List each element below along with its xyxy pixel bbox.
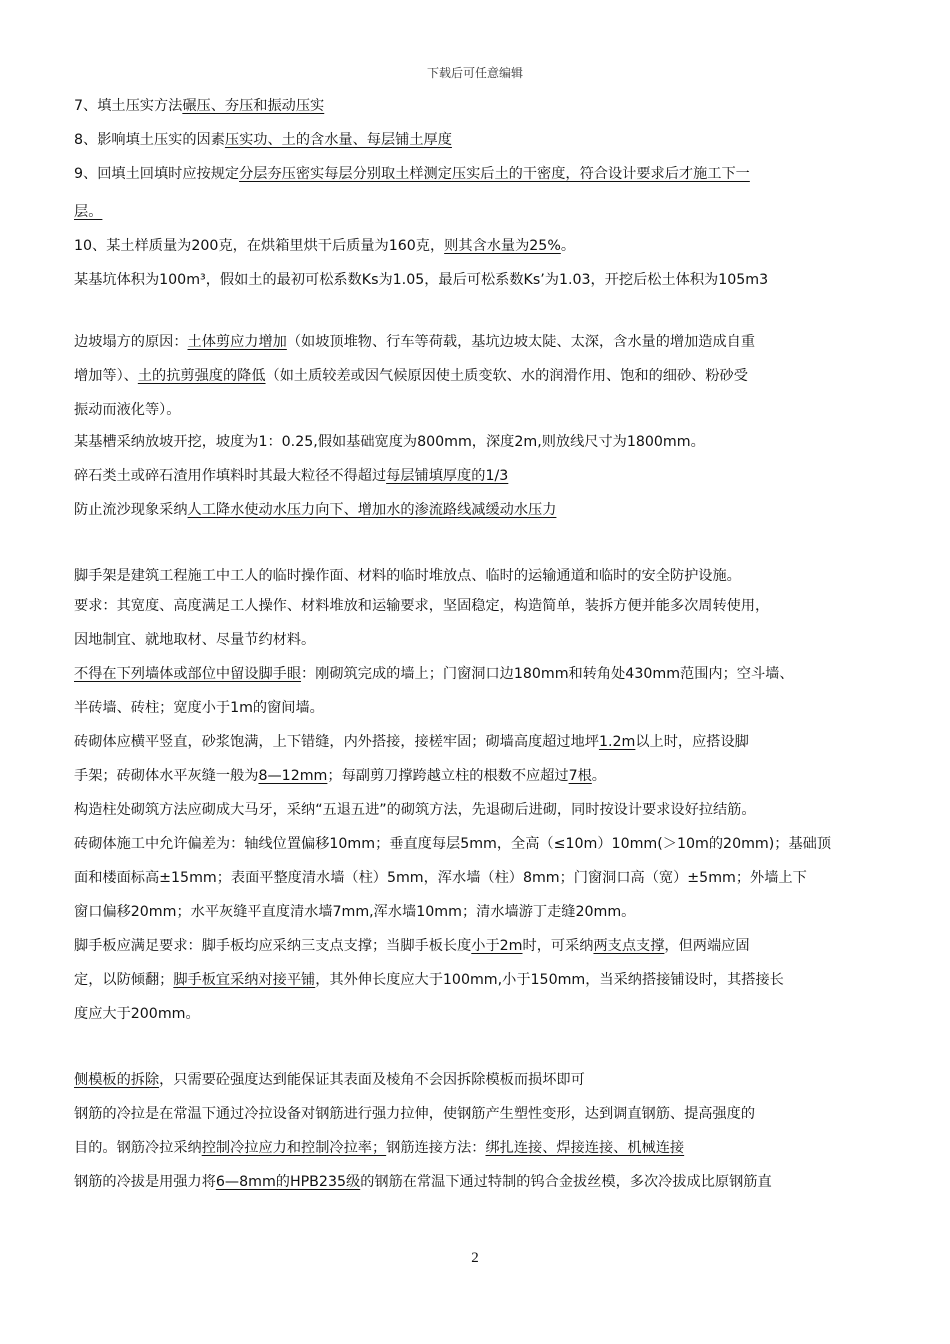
document-body <box>74 94 886 1194</box>
scaffold-hole-line-1: 不得在下列墙体或部位中留设脚手眼：刚砌筑完成的墙上；门窗洞口边180mm和转角处430mm范围内；空斗墙、 <box>74 666 794 682</box>
page-number: 2 <box>471 1250 479 1266</box>
tolerance-line-1: 砖砌体施工中允许偏差为：轴线位置偏移10mm；垂直度每层5mm，全高（≤10m）10mm(＞10m的20mm)；基础顶 <box>74 836 832 852</box>
structural-column-line: 构造柱处砌筑方法应砌成大马牙，采纳“五退五进”的砌筑方法，先退砌后进砌，同时按设计要求设好拉结筋。 <box>74 802 756 818</box>
cold-drawing-line-1: 钢筋的冷拉是在常温下通过冷拉设备对钢筋进行强力拉伸，使钢筋产生塑性变形，达到调直钢筋、提高强度的 <box>74 1106 756 1122</box>
brick-masonry-line-1: 砖砌体应横平竖直，砂浆饱满，上下错缝，内外搭接，接槎牢固；砌墙高度超过地坪1.2m以上时，应搭设脚 <box>74 734 749 750</box>
scaffold-board-line-2: 定，以防倾翻；脚手板宜采纳对接平铺，其外伸长度应大于100mm,小于150mm，当采纳搭接铺设时，其搭接长 <box>74 972 784 988</box>
quicksand-line: 防止流沙现象采纳人工降水使动水压力向下、增加水的渗流路线减缓动水压力 <box>74 502 557 518</box>
item-8: 8、影响填土压实的因素压实功、土的含水量、每层铺土厚度 <box>74 132 452 148</box>
scaffold-hole-line-2: 半砖墙、砖柱；宽度小于1m的窗间墙。 <box>74 700 324 716</box>
item-9-cont: 层。 <box>74 204 103 220</box>
tolerance-line-3: 窗口偏移20mm；水平灰缝平直度清水墙7mm,浑水墙10mm；清水墙游丁走缝20mm。 <box>74 904 636 920</box>
scaffold-definition: 脚手架是建筑工程施工中工人的临时操作面、材料的临时堆放点、临时的运输通道和临时的安全防护设施。 <box>74 568 741 584</box>
page-header: 下载后可任意编辑 <box>426 66 523 80</box>
tolerance-line-2: 面和楼面标高±15mm；表面平整度清水墙（柱）5mm，浑水墙（柱）8mm；门窗洞口高（宽）±5mm；外墙上下 <box>74 870 807 886</box>
cold-drawing-line-3: 钢筋的冷拔是用强力将6—8mm的HPB235级的钢筋在常温下通过特制的钨合金拔丝模，多次冷拔成比原钢筋直 <box>74 1174 772 1190</box>
item-10: 10、某土样质量为200克，在烘箱里烘干后质量为160克，则其含水量为25%。 <box>74 238 576 254</box>
scaffold-board-line-1: 脚手板应满足要求：脚手板均应采纳三支点支撑；当脚手板长度小于2m时，可采纳两支点支撑，但两端应固 <box>74 938 750 954</box>
item-7: 7、填土压实方法碾压、夯压和振动压实 <box>74 98 325 114</box>
item-9: 9、回填土回填时应按规定分层夯压密实每层分别取土样测定压实后土的干密度，符合设计要求后才施工下一 <box>74 166 750 182</box>
scaffold-board-line-3: 度应大于200mm。 <box>74 1006 200 1022</box>
gravel-fill-line: 碎石类土或碎石渣用作填料时其最大粒径不得超过每层铺填厚度的1/3 <box>74 468 509 484</box>
slope-collapse-line-2: 增加等）、土的抗剪强度的降低（如土质较差或因气候原因使土质变软、水的润滑作用、饱和的细砂、粉砂受 <box>74 368 748 384</box>
trench-line: 某基槽采纳放坡开挖，坡度为1：0.25,假如基础宽度为800mm，深度2m,则放线尺寸为1800mm。 <box>74 434 705 450</box>
scaffold-requirements-2: 因地制宜、就地取材、尽量节约材料。 <box>74 632 316 648</box>
slope-collapse-line-1: 边坡塌方的原因：土体剪应力增加（如坡顶堆物、行车等荷载，基坑边坡太陡、太深，含水量的增加造成自重 <box>74 334 756 350</box>
formwork-removal-line: 侧模板的拆除，只需要砼强度达到能保证其表面及棱角不会因拆除模板而损坏即可 <box>74 1072 585 1088</box>
scaffold-requirements-1: 要求：其宽度、高度满足工人操作、材料堆放和运输要求，坚固稳定，构造简单，装拆方便并能多次周转使用， <box>74 598 770 614</box>
brick-masonry-line-2: 手架；砖砌体水平灰缝一般为8—12mm；每副剪刀撑跨越立柱的根数不应超过7根。 <box>74 768 606 784</box>
cold-drawing-line-2: 目的。钢筋冷拉采纳控制冷拉应力和控制冷拉率；钢筋连接方法：绑扎连接、焊接连接、机械连接 <box>74 1140 685 1156</box>
pit-volume-line: 某基坑体积为100m³，假如土的最初可松系数Ks为1.05，最后可松系数Ks’为1.03，开挖后松土体积为105m3 <box>74 272 769 288</box>
slope-collapse-line-3: 振动而液化等）。 <box>74 402 181 418</box>
